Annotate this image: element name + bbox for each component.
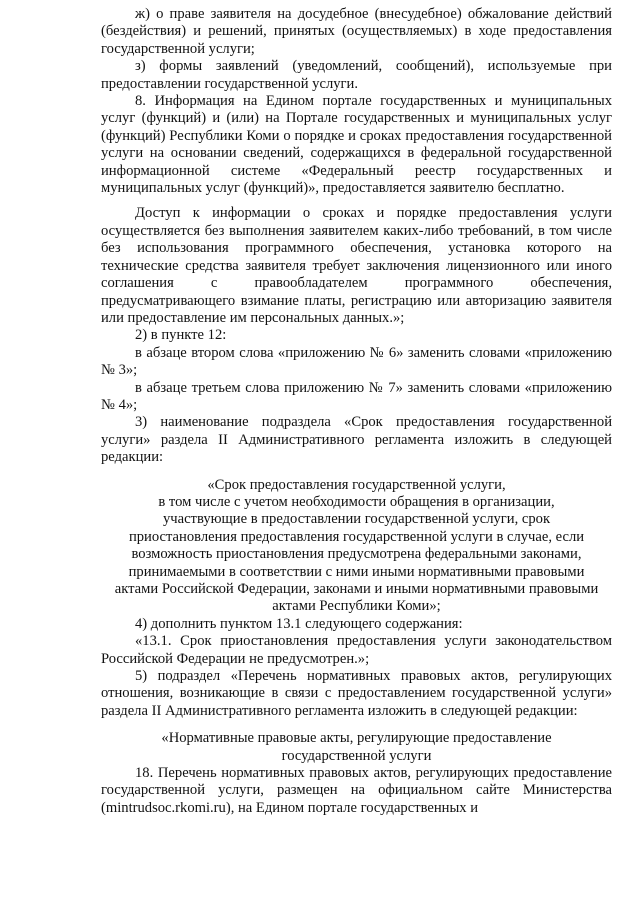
heading-line: «Нормативные правовые акты, регулирующие предоставление [161,730,552,747]
paragraph-point-2: 2) в пункте 12: [135,327,227,344]
paragraph-item-zh: ж) о праве заявителя на досудебное (внесудебное) обжалование действий (бездействия) и решений, принятых (осуществляемых) в ходе предоставления государственной услуги; [101,6,612,57]
heading-line: государственной услуги [281,747,432,764]
heading-line: «Срок предоставления государственной услуги, [207,476,506,493]
section-heading-normative-acts [101,730,612,765]
paragraph-access-info: Доступ к информации о сроках и порядке предоставления услуги осуществляется без выполнения заявителем каких-либо требований, в том числе без использования программного обеспечения, установка которого на технические средства заявителя требует заключения лицензионного или иного соглашения с правообладателем программного обеспечения, предусматривающего взимание платы, регистрацию или авторизацию заявителя или предоставление им персональных данных.»; [101,205,612,326]
paragraph-point-4: 4) дополнить пунктом 13.1 следующего содержания: [135,615,463,632]
paragraph-point-5: 5) подраздел «Перечень нормативных правовых актов, регулирующих отношения, возникающие в связи с предоставлением государственной услуги» раздела II Административного регламента изложить в следующей редакции: [101,668,612,719]
section-heading-term [101,477,612,616]
paragraph-point-3: 3) наименование подраздела «Срок предоставления государственной услуги» раздела II Административного регламента изложить в следующей редакции: [101,414,612,466]
heading-line: актами Российской Федерации, законами и иными нормативными правовыми [114,581,599,597]
paragraph-point-2-first: в абзаце втором слова «приложению № 6» заменить словами «приложению № 3»; [101,344,612,379]
paragraph-point-18: 18. Перечень нормативных правовых актов, регулирующих предоставление государственной услуги, размещен на официальном сайте Министерства (mintrudsoc.rkomi.ru), на Едином портале государственных и [101,765,612,816]
paragraph-point-2-second: в абзаце третьем слова приложению № 7» заменить словами «приложению № 4»; [101,379,612,413]
paragraph-point-8: 8. Информация на Едином портале государственных и муниципальных услуг (функций) и (или) на Портале государственных и муниципальных услуг (функций) Республики Коми о порядке и сроках предоставления государственной услуги на основании сведений, содержащихся в федеральной государственной информационной системе «Федеральный реестр государственных и муниципальных услуг (функций)», предоставляется заявителю бесплатно. [101,93,612,197]
heading-line: в том числе с учетом необходимости обращения в организации, [158,493,555,510]
heading-line: участвующие в предоставлении государственной услуги, срок [162,511,551,528]
heading-line: возможность приостановления предусмотрена федеральными законами, [131,546,582,563]
paragraph-item-z: з) формы заявлений (уведомлений, сообщений), используемые при предоставлении государственной услуги. [101,58,612,92]
heading-line: актами Республики Коми»; [272,598,441,615]
heading-line: приостановления предоставления государственной услуги в случае, если [128,528,585,545]
heading-line: принимаемыми в соответствии с ними иными нормативными правовыми [128,563,585,580]
paragraph-point-13-1: «13.1. Срок приостановления предоставления услуги законодательством Российской Федерации не предусмотрен.»; [101,633,612,667]
